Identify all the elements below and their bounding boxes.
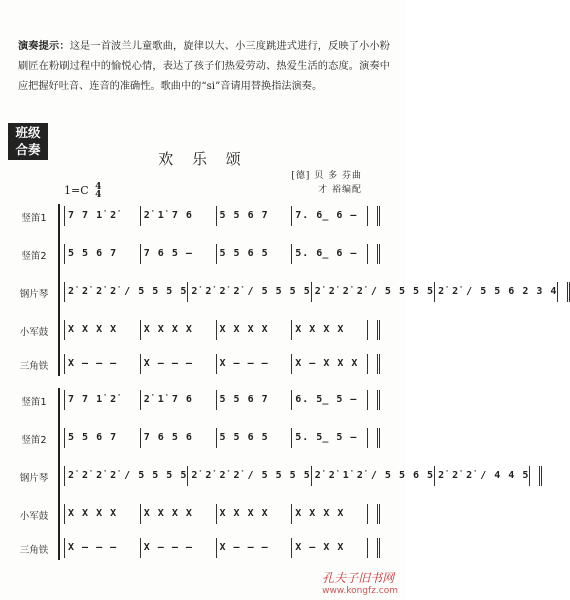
measure: 7. 6̲ 6 – (292, 206, 368, 226)
measure-group (64, 538, 380, 558)
measure: X – – – (217, 354, 293, 374)
measure-group (64, 466, 530, 486)
measure: X X X X (292, 504, 368, 524)
time-bottom: 4 (95, 190, 102, 200)
instrument-row (8, 390, 380, 410)
measure: X – – – (65, 354, 141, 374)
measure: 5. 5̲ 5 – (292, 428, 368, 448)
measure: 5 5 6 7 (217, 206, 293, 226)
measure: 5 5 6 7 (65, 428, 141, 448)
measure: 5 5 6 5 (217, 428, 293, 448)
instrument-label: 钢片琴 (19, 289, 49, 300)
instrument-row (8, 428, 380, 448)
badge-line-2: 合奏 (15, 142, 41, 157)
key-signature (64, 183, 101, 199)
instrument-label: 竖笛2 (21, 435, 47, 446)
measure: 5 5 6 7 (217, 390, 293, 410)
measure: 2̇ 1̇ 7 6 (141, 206, 217, 226)
measure: 2̇ 2̇ / 5 5 6 2 3 4 (435, 282, 558, 302)
instrument-label: 竖笛2 (21, 251, 47, 262)
measure: 5 5 6 5 (217, 244, 293, 264)
measure: X X X X (217, 320, 293, 340)
measure: 2̇ 2̇ 2̇ 2̇ / 5 5 5 5 (188, 282, 311, 302)
instrument-row (8, 206, 380, 226)
instrument-row (8, 504, 380, 524)
instrument-label: 三角铁 (19, 361, 49, 372)
instrument-row (8, 354, 380, 374)
measure: 7 7 1̇ 2̇ (65, 390, 141, 410)
measure: 2̇ 2̇ 2̇ 2̇ / 5 5 5 5 (188, 466, 311, 486)
measure: X X X X (141, 320, 217, 340)
score-system-2 (8, 386, 530, 562)
measure-group (64, 320, 380, 340)
measure: 2̇ 2̇ 2̇ / 4 4 5 (435, 466, 530, 486)
measure: X – X X (292, 538, 368, 558)
instrument-row (8, 466, 530, 486)
instrument-row (8, 538, 380, 558)
measure: 7 6 5 – (141, 244, 217, 264)
measure-group (64, 244, 380, 264)
measure-group (64, 390, 380, 410)
measure: X X X X (292, 320, 368, 340)
composer-credit: [德] 贝 多 芬曲 (291, 171, 362, 181)
measure: X – – – (65, 538, 141, 558)
watermark-url: www.kongfz.com (322, 586, 398, 596)
instrument-label: 三角铁 (19, 545, 49, 556)
measure: X X X X (65, 320, 141, 340)
measure: 2̇ 2̇ 2̇ 2̇ / 5 5 5 5 (65, 466, 188, 486)
song-title: 欢 乐 颂 (158, 150, 248, 168)
measure: 2̇ 2̇ 1̇ 2̇ / 5 5 6 5 (312, 466, 435, 486)
notes-body: 这是一首波兰儿童歌曲，旋律以大、小三度跳进式进行，反映了小小粉刷匠在粉刷过程中的愉悦心情，表达了孩子们热爱劳动、热爱生活的态度。演奏中应把握好吐音、连音的准确性。歌曲中的“si”音请用替换指法演奏。 (18, 41, 390, 92)
measure: 2̇ 2̇ 2̇ 2̇ / 5 5 5 5 (65, 282, 188, 302)
measure: X X X X (141, 504, 217, 524)
measure: 2̇ 2̇ 2̇ 2̇ / 5 5 5 5 (312, 282, 435, 302)
measure (368, 504, 380, 524)
measure (368, 428, 380, 448)
measure: X X X X (65, 504, 141, 524)
measure (368, 244, 380, 264)
arranger-credit: 才 裕编配 (318, 185, 362, 195)
watermark (322, 569, 398, 596)
measure (558, 282, 570, 302)
instrument-label: 竖笛1 (21, 397, 47, 408)
measure-group (64, 428, 380, 448)
measure: X – – – (141, 538, 217, 558)
measure: X X X X (217, 504, 293, 524)
time-top: 4 (95, 182, 102, 192)
measure-group (64, 504, 380, 524)
instrument-row (8, 282, 558, 302)
key-text: 1=C (64, 184, 89, 197)
measure (530, 466, 542, 486)
instrument-label: 钢片琴 (19, 473, 49, 484)
measure (368, 390, 380, 410)
instrument-label: 小军鼓 (19, 327, 49, 338)
measure: 6. 5̲ 5 – (292, 390, 368, 410)
measure-group (64, 206, 380, 226)
measure: 7 7 1̇ 2̇ (65, 206, 141, 226)
performance-notes (18, 36, 390, 97)
badge-line-1: 班级 (15, 125, 41, 140)
score-system-1 (8, 202, 558, 378)
notes-heading: 演奏提示： (18, 40, 70, 52)
measure-group (64, 354, 380, 374)
measure (368, 320, 380, 340)
instrument-row (8, 320, 380, 340)
measure: 2̇ 1̇ 7 6 (141, 390, 217, 410)
instrument-label: 竖笛1 (21, 213, 47, 224)
instrument-label: 小军鼓 (19, 511, 49, 522)
measure: X – – – (141, 354, 217, 374)
time-signature (95, 183, 101, 199)
measure: X – X X X (292, 354, 368, 374)
measure-group (64, 282, 558, 302)
measure: 5. 6̲ 6 – (292, 244, 368, 264)
measure (368, 354, 380, 374)
measure: 7 6 5 6 (141, 428, 217, 448)
measure: 5 5 6 7 (65, 244, 141, 264)
watermark-name: 孔夫子旧书网 (322, 571, 395, 585)
measure (368, 538, 380, 558)
instrument-row (8, 244, 380, 264)
measure (368, 206, 380, 226)
measure: X – – – (217, 538, 293, 558)
